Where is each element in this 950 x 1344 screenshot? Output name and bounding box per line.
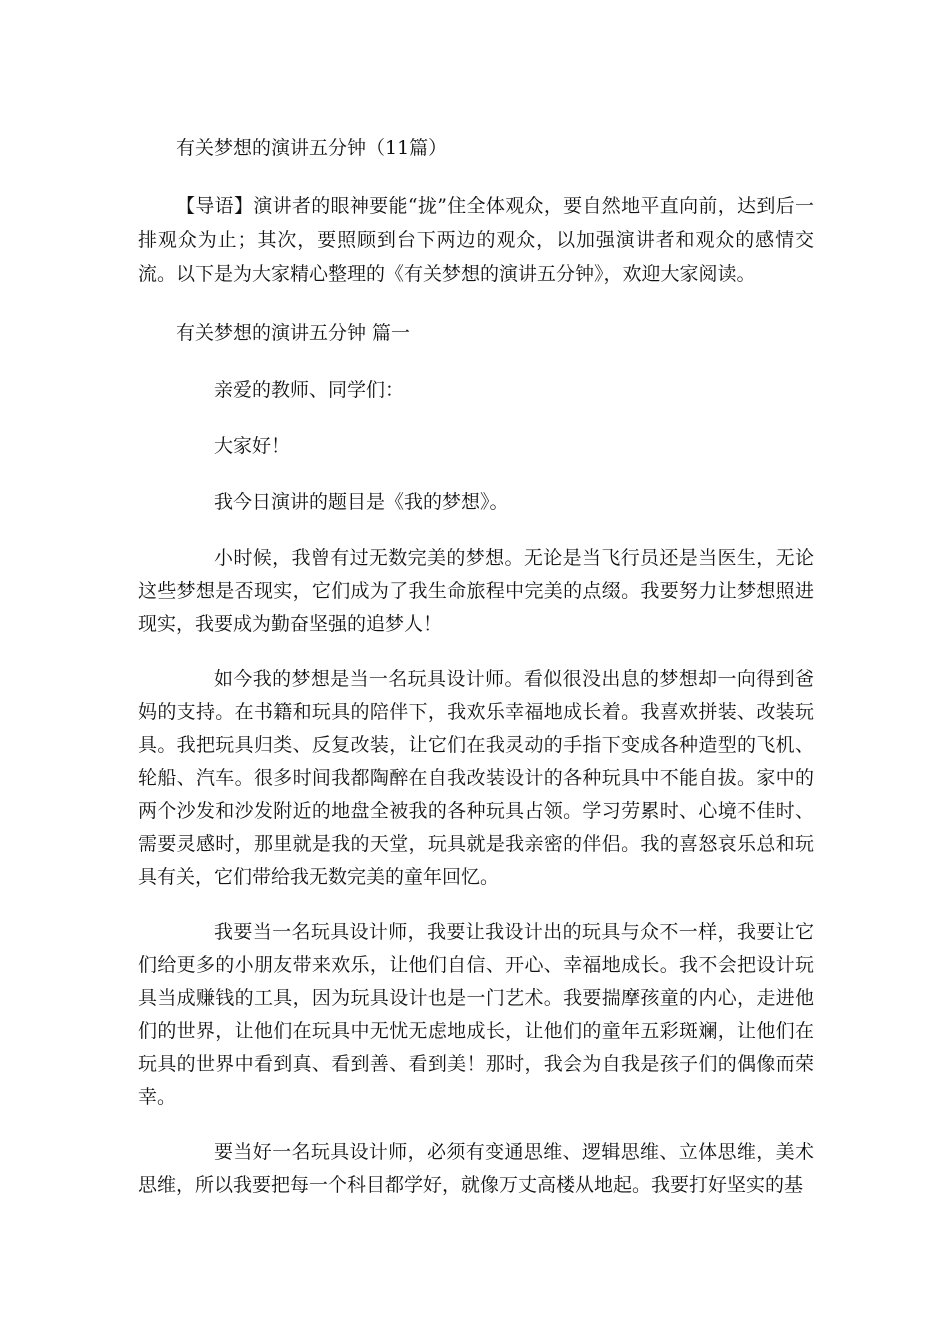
intro-paragraph: 【导语】演讲者的眼神要能“拢”住全体观众，要自然地平直向前，达到后一排观众为止；其次，要照顾到台下两边的观众，以加强演讲者和观众的感情交流。以下是为大家精心整理的《有关梦想的演讲五分钟》，欢迎大家阅读。 (138, 195, 814, 285)
document-title: 有关梦想的演讲五分钟（11篇） (176, 137, 448, 159)
salutation-line: 亲爱的教师、同学们： (214, 379, 405, 401)
document-body (138, 132, 814, 1202)
body-paragraph-3: 我要当一名玩具设计师，我要让我设计出的玩具与众不一样，我要让它们给更多的小朋友带来欢乐，让他们自信、开心、幸福地成长。我不会把设计玩具当成赚钱的工具，因为玩具设计也是一门艺术。我要揣摩孩童的内心，走进他们的世界，让他们在玩具中无忧无虑地成长，让他们的童年五彩斑斓，让他们在玩具的世界中看到真、看到善、看到美！那时，我会为自我是孩子们的偶像而荣幸。 (138, 921, 814, 1108)
greeting-line: 大家好！ (214, 435, 291, 457)
topic-line: 我今日演讲的题目是《我的梦想》。 (214, 491, 509, 513)
section-heading: 有关梦想的演讲五分钟 篇一 (176, 322, 411, 344)
body-paragraph-4: 要当好一名玩具设计师，必须有变通思维、逻辑思维、立体思维，美术思维，所以我要把每一个科目都学好，就像万丈高楼从地起。我要打好坚实的基 (138, 1141, 814, 1196)
body-paragraph-2: 如今我的梦想是当一名玩具设计师。看似很没出息的梦想却一向得到爸妈的支持。在书籍和玩具的陪伴下，我欢乐幸福地成长着。我喜欢拼装、改装玩具。我把玩具归类、反复改装，让它们在我灵动的手指下变成各种造型的飞机、轮船、汽车。很多时间我都陶醉在自我改装设计的各种玩具中不能自拔。家中的两个沙发和沙发附近的地盘全被我的各种玩具占领。学习劳累时、心境不佳时、需要灵感时，那里就是我的天堂，玩具就是我亲密的伴侣。我的喜怒哀乐总和玩具有关，它们带给我无数完美的童年回忆。 (138, 668, 814, 888)
body-paragraph-1: 小时候，我曾有过无数完美的梦想。无论是当飞行员还是当医生，无论这些梦想是否现实，它们成为了我生命旅程中完美的点缀。我要努力让梦想照进现实，我要成为勤奋坚强的追梦人！ (138, 547, 814, 635)
